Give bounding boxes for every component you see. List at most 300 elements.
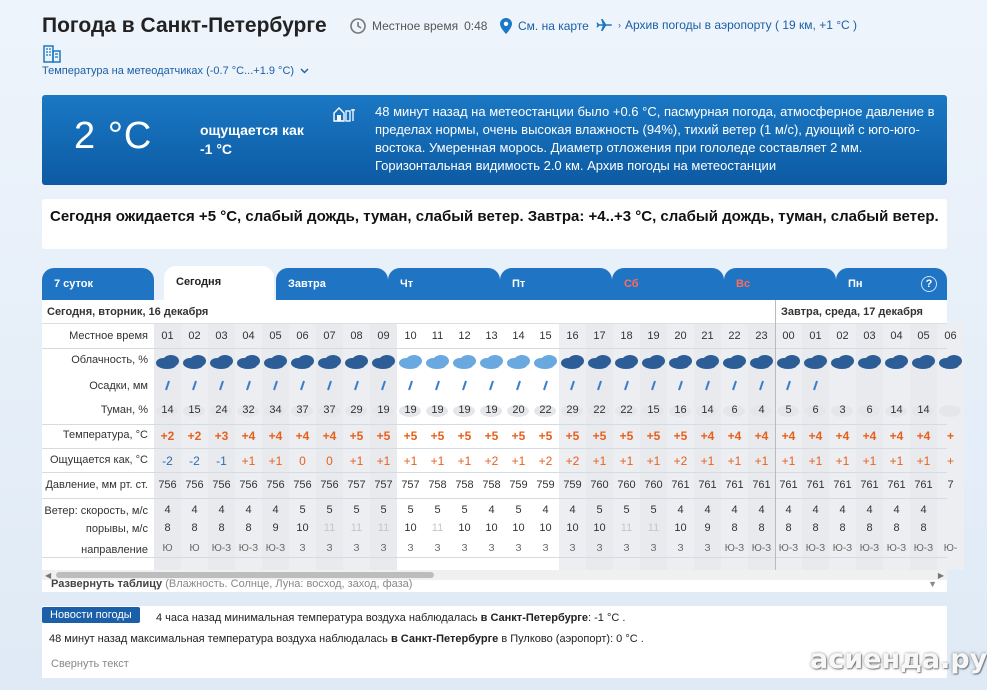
news-item-min-value: : -1 °C .: [588, 612, 626, 624]
feels-like-cell: +1: [646, 454, 661, 468]
cloud-icon: [343, 352, 370, 372]
temperature-cell: +4: [808, 429, 823, 443]
row-divider: [42, 557, 947, 558]
hour-cell: 06: [296, 330, 309, 342]
pressure-cell: 758: [455, 479, 474, 491]
cloud-sun-icon: [424, 352, 451, 372]
wind-speed-cell: 5: [623, 504, 630, 516]
news-item-max-city[interactable]: в Санкт-Петербурге: [390, 633, 499, 645]
pressure-cell: 757: [347, 479, 366, 491]
watermark-logo-icon: [782, 636, 806, 683]
cloud-icon: [640, 352, 667, 372]
hour-cell: 04: [890, 330, 903, 342]
wind-gust-cell: 8: [191, 522, 198, 534]
wind-direction-cell: Ю: [189, 543, 200, 554]
wind-direction-cell: Ю-З: [832, 543, 853, 554]
rain-drop-icon: [694, 380, 721, 392]
map-pin-icon: [500, 18, 512, 34]
help-icon[interactable]: ?: [921, 276, 937, 292]
cloud-icon: [262, 352, 289, 372]
hour-cell: 12: [458, 330, 471, 342]
wind-gust-cell: 10: [539, 522, 552, 534]
pressure-cell: 757: [374, 479, 393, 491]
feels-like-cell: 0: [299, 454, 306, 468]
news-badge[interactable]: Новости погоды: [42, 607, 140, 623]
pressure-cell: 761: [806, 479, 825, 491]
temperature-cell: +4: [781, 429, 796, 443]
feels-like-cell: +2: [565, 454, 580, 468]
temperature-cell: +4: [754, 429, 769, 443]
wind-gust-cell: 10: [458, 522, 471, 534]
cloud-icon: [883, 352, 910, 372]
wind-speed-cell: 5: [461, 504, 468, 516]
wind-speed-cell: 4: [893, 504, 900, 516]
current-temperature: 2 °C: [74, 115, 153, 157]
feels-like-cell: 0: [326, 454, 333, 468]
cloud-icon: [802, 352, 829, 372]
sensor-temperature-label[interactable]: Температура на метеодатчиках (-0.7 °C...+1.9 °C): [42, 65, 295, 77]
hourly-table: [42, 300, 958, 592]
row-label-gusts: порывы, м/с: [85, 523, 148, 535]
row-label-feels: Ощущается как, °C: [49, 454, 148, 466]
expand-table-link[interactable]: [51, 578, 412, 590]
tab-tomorrow[interactable]: Завтра: [276, 268, 388, 300]
wind-speed-cell: 5: [353, 504, 360, 516]
rain-drop-icon: [235, 380, 262, 392]
temperature-cell: +5: [457, 429, 472, 443]
cloud-icon: [775, 352, 802, 372]
wind-direction-cell: З: [434, 543, 441, 554]
fog-cell: 6: [866, 404, 873, 416]
wind-speed-cell: 4: [191, 504, 198, 516]
day1-label: Сегодня, вторник, 16 декабря: [47, 306, 209, 318]
chevron-down-icon: [300, 65, 309, 77]
hour-cell: 21: [701, 330, 714, 342]
wind-gust-cell: 10: [674, 522, 687, 534]
feels-like-cell: -2: [189, 454, 200, 468]
hour-cell: 03: [215, 330, 228, 342]
fog-cloud-icon: [937, 401, 964, 419]
feels-like-cell: +1: [403, 454, 418, 468]
sensor-building-icon: [42, 44, 62, 67]
wind-direction-cell: Ю-З: [913, 543, 934, 554]
wind-speed-cell: 4: [731, 504, 738, 516]
wind-gust-cell: 8: [920, 522, 927, 534]
local-time: [350, 18, 487, 34]
feels-like-cell: +1: [835, 454, 850, 468]
expand-table-label[interactable]: Развернуть таблицу: [51, 578, 163, 590]
pressure-cell: 756: [212, 479, 231, 491]
temperature-cell: +5: [673, 429, 688, 443]
hour-cell: 07: [323, 330, 336, 342]
wind-gust-cell: 11: [647, 522, 660, 534]
cloud-icon: [856, 352, 883, 372]
pressure-cell: 756: [185, 479, 204, 491]
wind-direction-cell: З: [569, 543, 576, 554]
station-description: 48 минут назад на метеостанции было +0.6 °C, пасмурная погода, атмосферное давление в пределах нормы, очень высокая влажность (94%), тихий ветер (1 м/с), дующий с юго-юго-востока. Умеренная морось. Диаметр отложения при гололеде составляет 2 мм. Горизонтальная видимость 2.0 км. Архив погоды на метеостанции: [375, 104, 935, 173]
wind-speed-cell: 4: [542, 504, 549, 516]
tab-saturday[interactable]: Сб: [612, 268, 724, 300]
cloud-sun-icon: [397, 352, 424, 372]
row-divider: [42, 348, 947, 349]
hour-cell: 02: [188, 330, 201, 342]
fog-cell: 14: [161, 404, 174, 416]
hour-cell: 05: [269, 330, 282, 342]
temperature-cell: +3: [214, 429, 229, 443]
hour-cell: 03: [863, 330, 876, 342]
feels-like-cell: +1: [700, 454, 715, 468]
wind-speed-cell: 4: [866, 504, 873, 516]
temperature-cell: +4: [295, 429, 310, 443]
airplane-icon: [596, 18, 612, 32]
news-item-min-city[interactable]: в Санкт-Петербурге: [480, 612, 588, 624]
hour-cell: 23: [755, 330, 768, 342]
wind-gust-cell: 8: [758, 522, 765, 534]
pressure-cell: 760: [644, 479, 663, 491]
temperature-cell: +4: [268, 429, 283, 443]
map-link[interactable]: [500, 18, 589, 34]
feels-like-cell: +1: [889, 454, 904, 468]
hour-cell: 17: [593, 330, 606, 342]
fog-cell: 37: [296, 404, 309, 416]
wind-speed-cell: 5: [407, 504, 414, 516]
rain-drop-icon: [370, 380, 397, 392]
hour-cell: 04: [242, 330, 255, 342]
wind-gust-cell: 8: [245, 522, 252, 534]
cloud-sun-icon: [451, 352, 478, 372]
pressure-cell: 756: [158, 479, 177, 491]
temperature-cell: +4: [700, 429, 715, 443]
fog-cell: 29: [566, 404, 579, 416]
fog-cell: 19: [404, 404, 417, 416]
wind-gust-cell: 8: [164, 522, 171, 534]
fog-cell: 19: [485, 404, 498, 416]
cloud-icon: [937, 352, 964, 372]
fog-cell: 4: [758, 404, 765, 416]
wind-speed-cell: 4: [704, 504, 711, 516]
fog-cell: 6: [731, 404, 738, 416]
pressure-cell: 761: [698, 479, 717, 491]
local-time-value: 0:48: [464, 19, 488, 33]
wind-speed-cell: 4: [677, 504, 684, 516]
wind-gust-cell: 11: [350, 522, 363, 534]
cloud-icon: [316, 352, 343, 372]
wind-direction-cell: Ю-З: [805, 543, 826, 554]
scroll-right-icon[interactable]: ▶: [937, 571, 944, 580]
wind-speed-cell: 4: [920, 504, 927, 516]
pressure-cell: 759: [563, 479, 582, 491]
wind-speed-cell: 4: [272, 504, 279, 516]
temperature-cell: +5: [592, 429, 607, 443]
pressure-cell: 760: [590, 479, 609, 491]
feels-like-cell: +1: [349, 454, 364, 468]
cloud-icon: [721, 352, 748, 372]
temperature-cell: +5: [376, 429, 391, 443]
airport-archive-link[interactable]: [596, 18, 857, 32]
news-item-max: [49, 633, 644, 645]
feels-like-cell: +1: [457, 454, 472, 468]
map-link-label[interactable]: См. на карте: [518, 19, 589, 33]
pressure-cell: 756: [266, 479, 285, 491]
forecast-summary: Сегодня ожидается +5 °C, слабый дождь, туман, слабый ветер. Завтра: +4..+3 °C, слабый дождь, туман, слабый ветер.: [42, 199, 947, 249]
wind-direction-cell: З: [461, 543, 468, 554]
temperature-cell: +4: [322, 429, 337, 443]
rain-drop-icon: [748, 380, 775, 392]
pressure-cell: 756: [239, 479, 258, 491]
fog-cell: 6: [812, 404, 819, 416]
feels-like-cell: +1: [808, 454, 823, 468]
pressure-cell: 759: [536, 479, 555, 491]
wind-speed-cell: 4: [164, 504, 171, 516]
pressure-cell: 761: [887, 479, 906, 491]
row-label-direction: направление: [81, 544, 148, 556]
tab-friday[interactable]: Пт: [500, 268, 612, 300]
hour-cell: 11: [431, 330, 444, 342]
rain-drop-icon: [775, 380, 802, 392]
rain-drop-icon: [208, 380, 235, 392]
wind-speed-cell: 4: [245, 504, 252, 516]
temperature-cell: +5: [349, 429, 364, 443]
wind-gust-cell: 11: [431, 522, 444, 534]
rain-drop-icon: [154, 380, 181, 392]
hour-cell: 00: [782, 330, 795, 342]
weather-station-icon: [332, 105, 358, 126]
temperature-cell: +5: [403, 429, 418, 443]
hour-cell: 10: [404, 330, 417, 342]
expand-table-extra[interactable]: (Влажность. Солнце, Луна: восход, заход, фаза): [165, 578, 413, 590]
tab-sunday[interactable]: Вс: [724, 268, 836, 300]
feels-like-cell: +1: [241, 454, 256, 468]
feels-like-cell: +2: [538, 454, 553, 468]
fog-cell: 15: [188, 404, 201, 416]
wind-gust-cell: 8: [812, 522, 819, 534]
hour-cell: 05: [917, 330, 930, 342]
cloud-icon: [181, 352, 208, 372]
wind-gust-cell: 10: [593, 522, 606, 534]
hour-cell: 06: [944, 330, 957, 342]
rain-drop-icon: [667, 380, 694, 392]
local-time-label: Местное время: [372, 19, 459, 33]
hour-cell: 02: [836, 330, 849, 342]
wind-speed-cell: 5: [326, 504, 333, 516]
wind-direction-cell: Ю-З: [211, 543, 232, 554]
feels-like-cell: +2: [484, 454, 499, 468]
pressure-cell: 761: [860, 479, 879, 491]
row-label-temp: Температура, °C: [62, 429, 148, 441]
rain-drop-icon: [559, 380, 586, 392]
pressure-cell: 758: [482, 479, 501, 491]
wind-direction-cell: З: [542, 543, 549, 554]
wind-speed-cell: 4: [569, 504, 576, 516]
wind-direction-cell: Ю-: [943, 543, 958, 554]
news-item-min: [156, 612, 625, 624]
wind-speed-cell: 4: [758, 504, 765, 516]
wind-gust-cell: 11: [620, 522, 633, 534]
news-item-max-value: в Пулково (аэропорт): 0 °C .: [501, 633, 644, 645]
wind-gust-cell: 10: [296, 522, 309, 534]
hour-cell: 01: [161, 330, 174, 342]
cloud-icon: [154, 352, 181, 372]
wind-gust-cell: 9: [272, 522, 279, 534]
collapse-text-link[interactable]: Свернуть текст: [51, 658, 129, 670]
wind-gust-cell: 11: [323, 522, 336, 534]
page-header: [42, 12, 942, 82]
chevron-down-icon[interactable]: ▼: [928, 579, 937, 589]
fog-cell: 24: [215, 404, 228, 416]
wind-gust-cell: 10: [512, 522, 525, 534]
tab-monday-label[interactable]: Пн: [848, 278, 863, 290]
cloud-icon: [613, 352, 640, 372]
wind-speed-cell: 4: [839, 504, 846, 516]
feels-like-cell: +1: [862, 454, 877, 468]
wind-direction-cell: З: [623, 543, 630, 554]
row-divider: [42, 472, 947, 473]
fog-cell: 14: [890, 404, 903, 416]
hour-cell: 13: [485, 330, 498, 342]
rain-drop-icon: [721, 380, 748, 392]
rain-drop-icon: [262, 380, 289, 392]
cloud-icon: [829, 352, 856, 372]
pressure-cell: 7: [947, 479, 954, 491]
feels-like-cell: -1: [216, 454, 227, 468]
wind-direction-cell: З: [380, 543, 387, 554]
wind-gust-cell: 8: [731, 522, 738, 534]
pressure-cell: 758: [428, 479, 447, 491]
wind-speed-cell: 5: [380, 504, 387, 516]
wind-gust-cell: 8: [866, 522, 873, 534]
temperature-cell: +: [946, 429, 954, 443]
temperature-cell: +4: [862, 429, 877, 443]
wind-gust-cell: 10: [485, 522, 498, 534]
feels-like-cell: +1: [781, 454, 796, 468]
rain-drop-icon: [802, 380, 829, 392]
rain-drop-icon: [424, 380, 451, 392]
wind-speed-cell: 4: [812, 504, 819, 516]
fog-cell: 22: [593, 404, 606, 416]
wind-gust-cell: 8: [893, 522, 900, 534]
pressure-cell: 761: [914, 479, 933, 491]
cloud-sun-icon: [478, 352, 505, 372]
chevron-right-icon: ›: [618, 20, 621, 30]
hour-cell: 08: [350, 330, 363, 342]
sensor-temperature-dropdown[interactable]: [42, 65, 309, 77]
temperature-cell: +4: [916, 429, 931, 443]
feels-like-cell: +1: [754, 454, 769, 468]
feels-like-cell: +2: [673, 454, 688, 468]
cloud-sun-icon: [532, 352, 559, 372]
wind-speed-cell: 5: [596, 504, 603, 516]
feels-like-cell: +1: [268, 454, 283, 468]
temperature-cell: +4: [889, 429, 904, 443]
pressure-cell: 756: [320, 479, 339, 491]
temperature-cell: +2: [160, 429, 175, 443]
feels-like-cell: +1: [430, 454, 445, 468]
fog-cell: 19: [458, 404, 471, 416]
fog-cell: 16: [674, 404, 687, 416]
day2-label: Завтра, среда, 17 декабря: [781, 306, 923, 318]
hour-cell: 16: [566, 330, 579, 342]
hour-cell: 18: [620, 330, 633, 342]
wind-gust-cell: 8: [218, 522, 225, 534]
wind-direction-cell: З: [488, 543, 495, 554]
day-separator: [775, 300, 776, 570]
wind-direction-cell: Ю-З: [778, 543, 799, 554]
temperature-cell: +5: [538, 429, 553, 443]
fog-cell: 37: [323, 404, 336, 416]
row-divider: [42, 498, 947, 499]
tab-thursday[interactable]: Чт: [388, 268, 500, 300]
scroll-left-icon[interactable]: ◀: [45, 571, 52, 580]
wind-direction-cell: Ю-З: [265, 543, 286, 554]
wind-speed-cell: 4: [218, 504, 225, 516]
pressure-cell: 756: [293, 479, 312, 491]
tab-today[interactable]: Сегодня: [164, 266, 274, 300]
wind-direction-cell: Ю-З: [724, 543, 745, 554]
rain-drop-icon: [640, 380, 667, 392]
cloud-icon: [370, 352, 397, 372]
rain-drop-icon: [505, 380, 532, 392]
cloud-icon: [208, 352, 235, 372]
rain-drop-icon: [451, 380, 478, 392]
rain-drop-icon: [397, 380, 424, 392]
wind-gust-cell: 10: [566, 522, 579, 534]
feels-like-cell: +1: [916, 454, 931, 468]
news-item-max-text: 48 минут назад максимальная температура воздуха наблюдалась: [49, 633, 388, 645]
wind-gust-cell: 11: [377, 522, 390, 534]
feels-like-cell: +1: [592, 454, 607, 468]
temperature-cell: +5: [646, 429, 661, 443]
row-label-precip: Осадки, мм: [89, 380, 148, 392]
rain-drop-icon: [289, 380, 316, 392]
fog-cell: 15: [647, 404, 660, 416]
row-label-time: Местное время: [69, 330, 148, 342]
wind-direction-cell: Ю-З: [859, 543, 880, 554]
row-label-fog: Туман, %: [100, 404, 148, 416]
feels-like-cell: -2: [162, 454, 173, 468]
airport-archive-label[interactable]: Архив погоды в аэропорту ( 19 км, +1 °C ): [625, 18, 858, 32]
news-item-min-text: 4 часа назад минимальная температура воздуха наблюдалась: [156, 612, 478, 624]
wind-direction-cell: З: [650, 543, 657, 554]
cloud-icon: [910, 352, 937, 372]
temperature-cell: +5: [565, 429, 580, 443]
row-label-cloud: Облачность, %: [71, 354, 148, 366]
tab-monday[interactable]: [836, 268, 947, 300]
current-weather-panel: [42, 95, 947, 185]
hour-cell: 19: [647, 330, 660, 342]
fog-cell: 14: [701, 404, 714, 416]
pressure-cell: 760: [617, 479, 636, 491]
wind-direction-cell: З: [353, 543, 360, 554]
hour-cell: 09: [377, 330, 390, 342]
feels-like-cell: +1: [727, 454, 742, 468]
feels-like-cell: +: [946, 454, 954, 468]
temperature-cell: +4: [241, 429, 256, 443]
cloud-icon: [235, 352, 262, 372]
hour-cell: 14: [512, 330, 525, 342]
cloud-icon: [559, 352, 586, 372]
feels-like-cell: +1: [619, 454, 634, 468]
fog-cell: 29: [350, 404, 363, 416]
hour-cell: 01: [809, 330, 822, 342]
rain-drop-icon: [316, 380, 343, 392]
pressure-cell: 761: [752, 479, 771, 491]
wind-gust-cell: 8: [785, 522, 792, 534]
wind-direction-cell: З: [596, 543, 603, 554]
fog-cell: 14: [917, 404, 930, 416]
tab-7-days[interactable]: 7 суток: [42, 268, 154, 300]
wind-speed-cell: 5: [434, 504, 441, 516]
wind-direction-cell: Ю-З: [238, 543, 259, 554]
